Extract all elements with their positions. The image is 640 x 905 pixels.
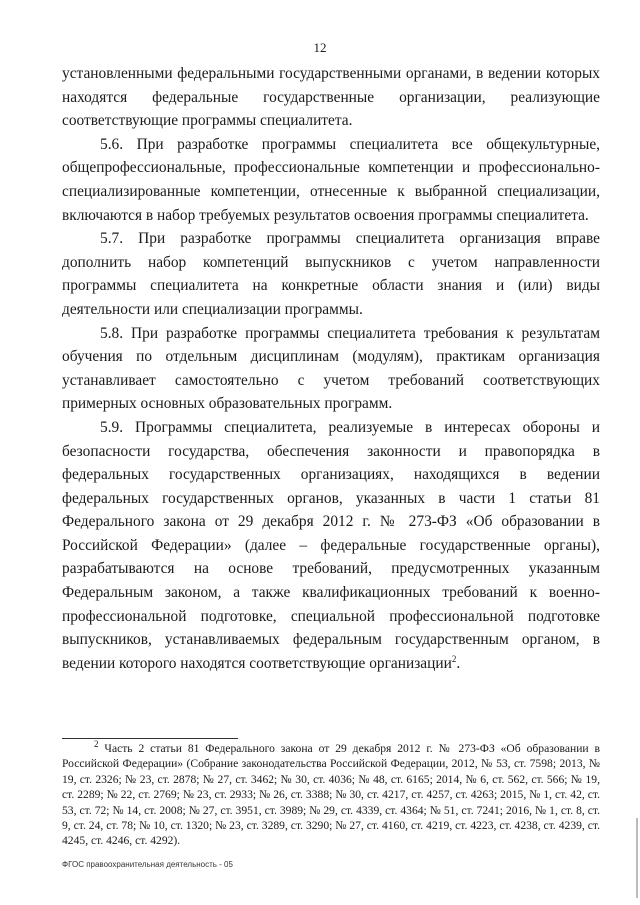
paragraph-continuation: установленными федеральными государственными органами, в ведении которых находятся федеральные государственные организации, реализующие соответствующие программы специалитета. [62,65,600,130]
paragraph-5-7: 5.7. При разработке программы специалитета организация вправе дополнить набор компетенций выпускников с учетом направленности программы специалитета на конкретные области знания и (или) виды деятельности или специализации программы. [62,230,600,318]
footnote-reference: 2 [451,653,457,664]
footnote-divider [62,738,238,739]
page-number: 12 [313,40,327,55]
paragraph-5-6: 5.6. При разработке программы специалитета все общекультурные, общепрофессиональные, профессиональные компетенции и профессионально-специализированные компетенции, отнесенные к выбранной специализации, включаются в набор требуемых результатов освоения программы специалитета. [62,135,600,224]
paragraph-5-9: 5.9. Программы специалитета, реализуемые в интересах обороны и безопасности государства, обеспечения законности и правопорядка в федеральных государственных организациях, находящихся в ведении федеральных государственных органов, указанных в части 1 статьи 81 Федерального закона от 29 декабря 2012 г. № 273-ФЗ «Об образовании в Российской Федерации» (далее – федеральные государственные органы), разрабатываются на основе требований, предусмотренных указанным Федеральным законом, а также квалификационных требований к военно-профессиональной подготовке, специальной профессиональной подготовке выпускников, устанавливаемых федеральным государственным органом, в ведении которого находятся соответствующие организации$^2$. [62,418,600,672]
paragraph-5-8: 5.8. При разработке программы специалитета требования к результатам обучения по отдельным дисциплинам (модулям), практикам организация устанавливает самостоятельно с учетом требований соответствующих примерных основных образовательных программ. [62,324,600,413]
footnote-text: Часть 2 статьи 81 Федерального закона от 29 декабря 2012 г. № 273-ФЗ «Об образовании в Российской Федерации» (Собрание законодательства Российской Федерации, 2012, № 53, ст. 7598; 2013, № 19, ст. 2326; № 23, ст. 2878; № 27, ст. 3462; № 30, ст. 4036; № 48, ст. 6165; 2014, № 6, ст. 562, ст. 566; № 19, ст. 2289; № 22, ст. 2769; № 23, ст. 2933; № 26, ст. 3388; № 30, ст. 4217, ст. 4257, ст. 4263; 2015, № 1, ст. 42, ст. 53, ст. 72; № 14, ст. 2008; № 27, ст. 3951, ст. 3989; № 29, ст. 4339, ст. 4364; № 51, ст. 7241; 2016, № 1, ст. 8, ст. 9, ст. 24, ст. 78; № 10, ст. 1320; № 23, ст. 3289, ст. 3290; № 27, ст. 4160, ст. 4219, ст. 4223, ст. 4238, ст. 4239, ст. 4245, ст. 4246, ст. 4292). [62,742,600,848]
footnote [62,741,600,849]
body-text [62,62,600,675]
footnote-paragraph [62,741,600,849]
footnote-marker: 2 [94,739,99,750]
scan-edge-mark [636,818,638,898]
paragraph-5-9-text: 5.9. Программы специалитета, реализуемые в интересах обороны и безопасности государства, обеспечения законности и правопорядка в федеральных государственных организациях, находящихся в ведении федеральных государственных органов, указанных в части 1 статьи 81 Федерального закона от 29 декабря 2012 г. № 273-ФЗ «Об образовании в Российской Федерации» (далее – федеральные государственные органы), разрабатываются на основе требований, предусмотренных указанным Федеральным законом, а также квалификационных требований к военно-профессиональной подготовке, специальной профессиональной подготовке выпускников, устанавливаемых федеральным государственным органом, в ведении которого находятся соответствующие организации [62,418,600,672]
document-footer-tag: ФГОС правоохранительная деятельность - 05 [62,860,233,869]
